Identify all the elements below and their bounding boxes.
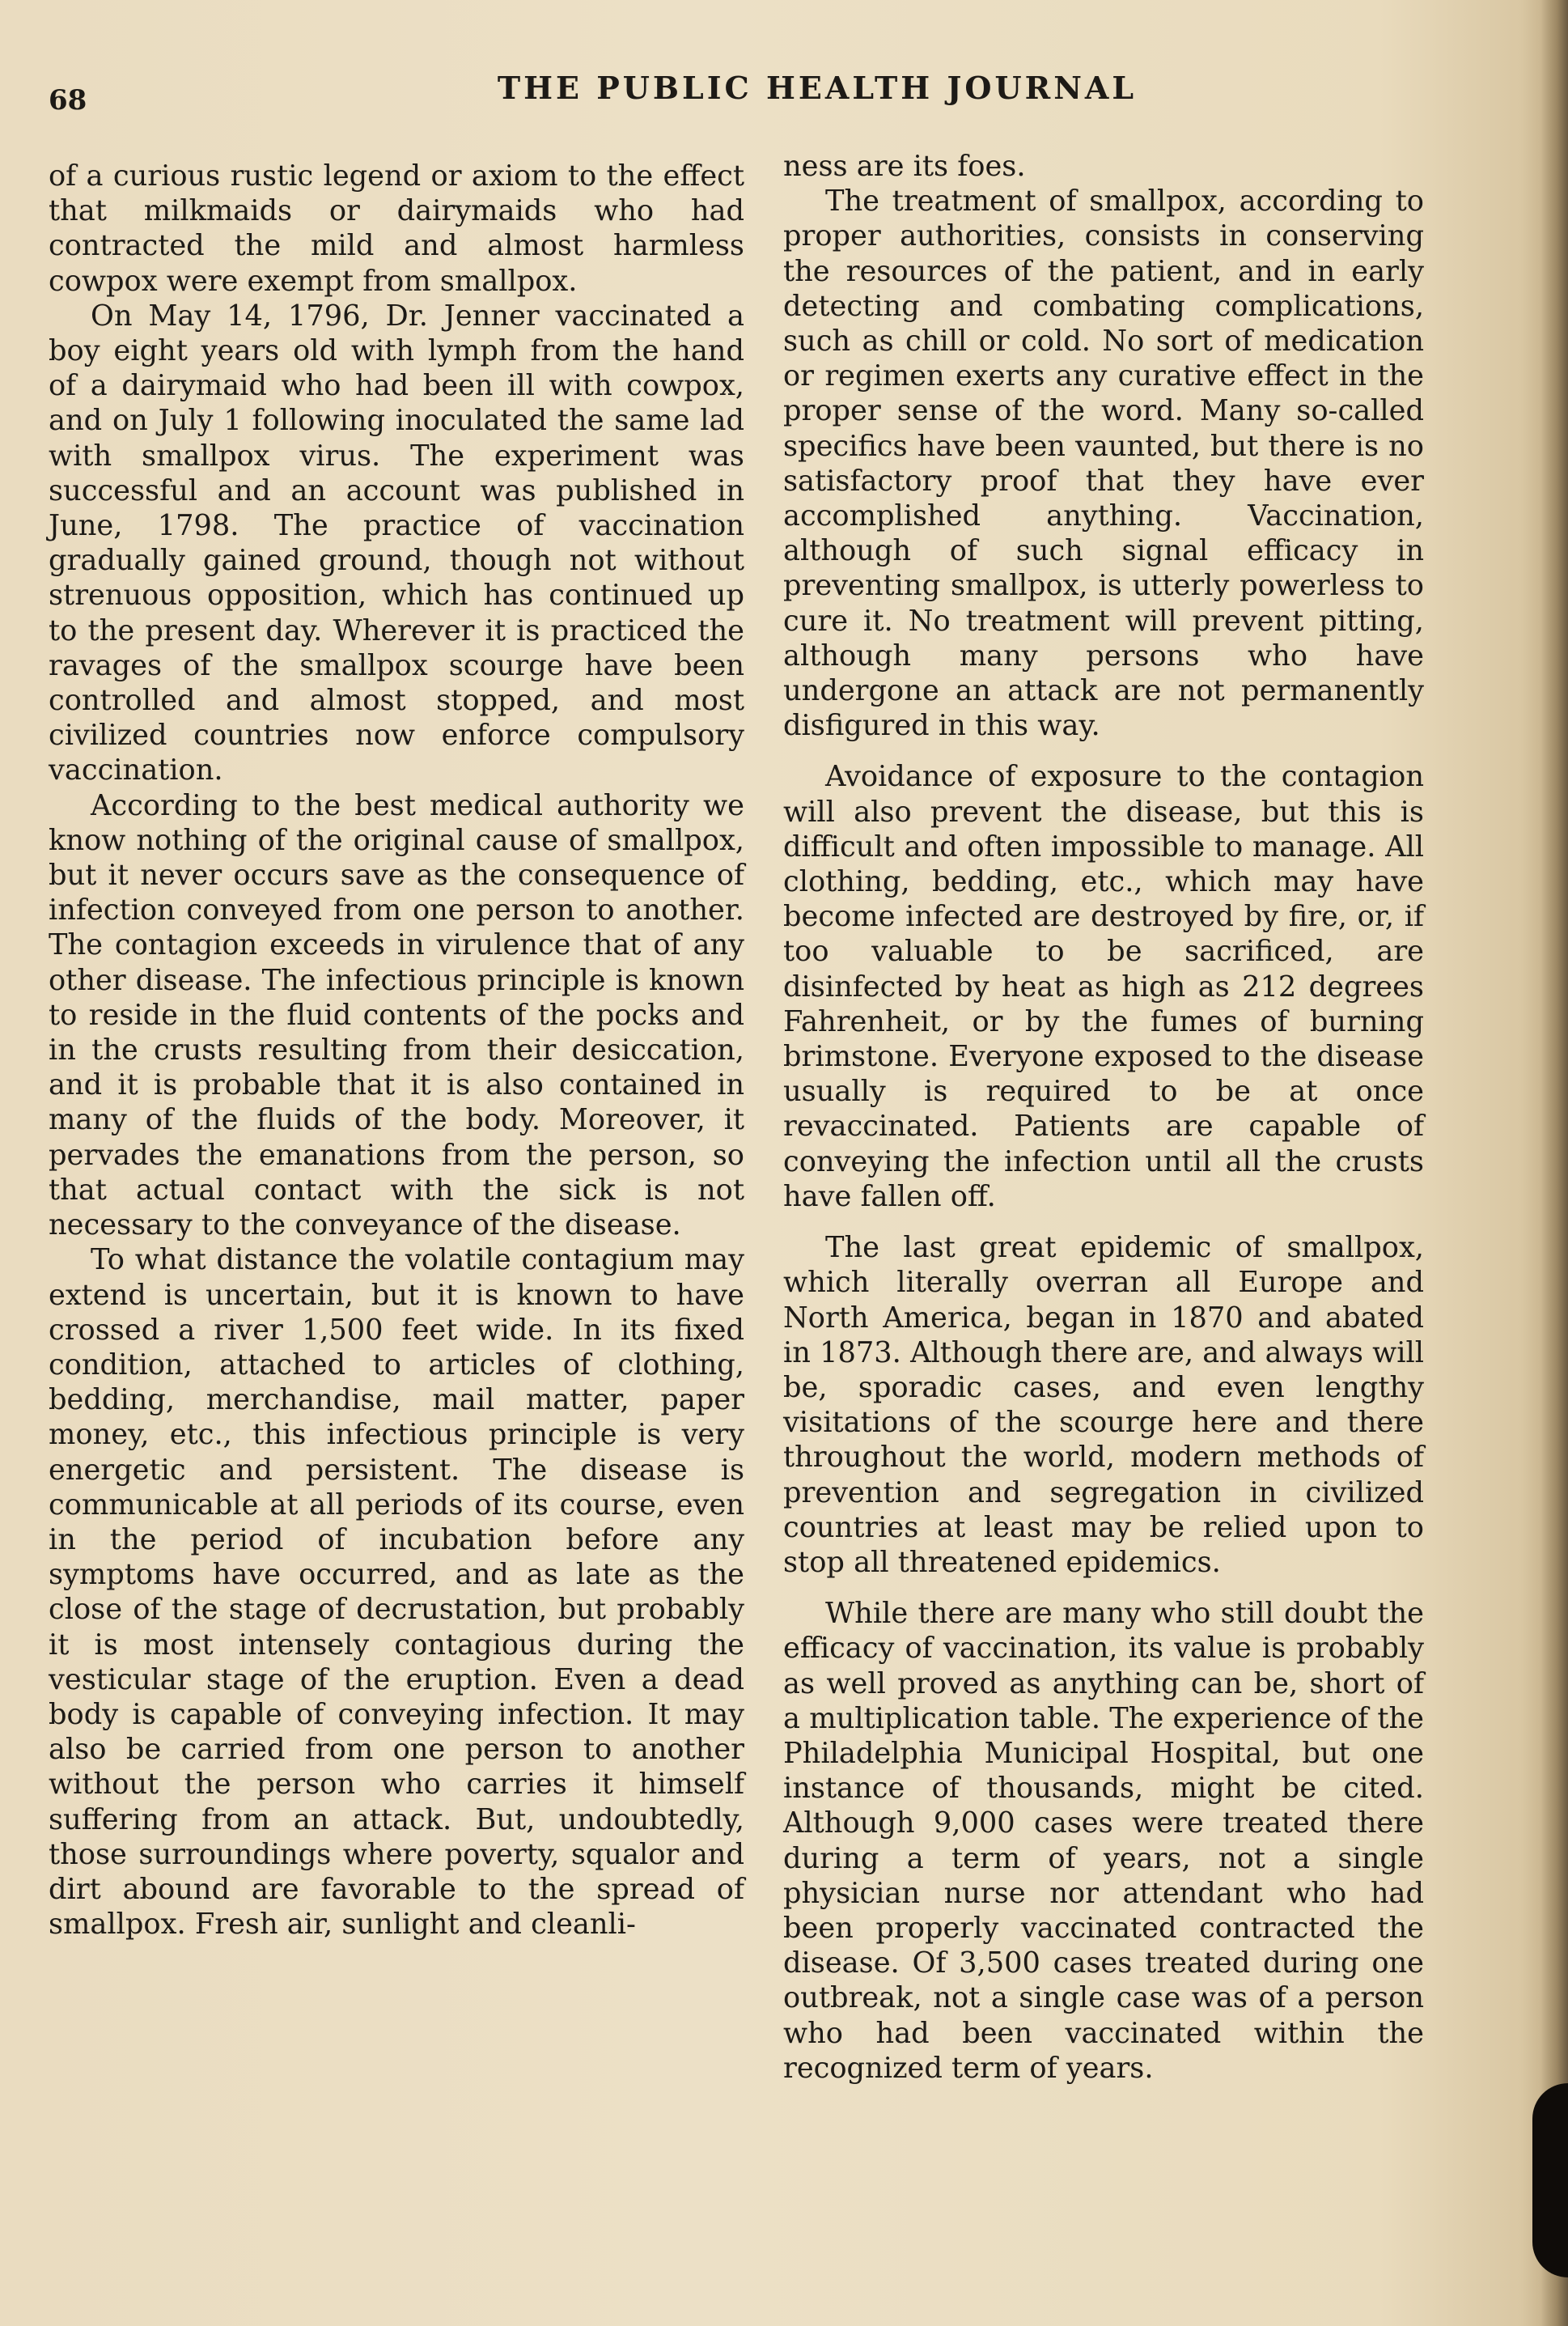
paragraph: The treatment of smallpox, according to proper authorities, consists in conserving the resources of the patient, and in early detecting and combating complications, such as chill or cold. No sort of medication or regimen exerts any curative effect in the proper sense of the word. Many so-called specifics have been vaunted, but there is no satisfactory proof that they have ever accomplished anything. Vaccination, although of such signal efficacy in preventing smallpox, is utterly powerless to cure it. No treatment will prevent pitting, although many persons who have undergone an attack are not permanently disfigured in this way. — [783, 185, 1424, 743]
page-edge-shadow — [1540, 0, 1568, 2326]
paragraph: of a curious rustic legend or axiom to the effect that milkmaids or dairymaids who had contracted the mild and almost harmless cowpox were exempt from smallpox. — [49, 159, 744, 298]
left-column — [49, 159, 744, 1942]
right-column — [783, 149, 1424, 2086]
page-number: 68 — [49, 84, 87, 117]
paragraph: To what distance the volatile contagium may extend is uncertain, but it is known to have crossed a river 1,500 feet wide. In its fixed condition, attached to articles of clothing, bedding, merchandise, mail matter, paper money, etc., this infectious principle is very energetic and persistent. The disease is communicable at all periods of its course, even in the period of incubation before any symptoms have occurred, and as late as the close of the stage of decrustation, but probably it is most intensely contagious during the vesticular stage of the eruption. Even a dead body is capable of conveying infection. It may also be carried from one person to another without the person who carries it himself suffering from an attack. But, undoubtedly, those surroundings where poverty, squalor and dirt abound are favorable to the spread of smallpox. Fresh air, sunlight and cleanli- — [49, 1243, 744, 1942]
binding-shadow — [1532, 2083, 1568, 2277]
running-header — [49, 70, 1440, 118]
paragraph: According to the best medical authority we know nothing of the original cause of smallpox, but it never occurs save as the consequence of infection conveyed from one person to another. The contagion exceeds in virulence that of any other disease. The infectious principle is known to reside in the fluid contents of the pocks and in the crusts resulting from their desiccation, and it is probable that it is also contained in many of the fluids of the body. Moreover, it pervades the emanations from the person, so that actual contact with the sick is not necessary to the conveyance of the disease. — [49, 788, 744, 1242]
paragraph: The last great epidemic of smallpox, which literally overran all Europe and North America, began in 1870 and abated in 1873. Although there are, and always will be, sporadic cases, and even lengthy visitations of the scourge here and there throughout the world, modern methods of prevention and segregation in civilized countries at least may be relied upon to stop all threatened epidemics. — [783, 1231, 1424, 1579]
paragraph: Avoidance of exposure to the contagion will also prevent the disease, but this is difficult and often impossible to manage. All clothing, bedding, etc., which may have become infected are destroyed by fire, or, if too valuable to be sacrificed, are disinfected by heat as high as 212 degrees Fahrenheit, or by the fumes of burning brimstone. Everyone exposed to the disease usually is required to be at once revaccinated. Patients are capable of conveying the infection until all the crusts have fallen off. — [783, 760, 1424, 1213]
paragraph: ness are its foes. — [783, 150, 1026, 183]
journal-title: THE PUBLIC HEALTH JOURNAL — [497, 70, 1138, 106]
paragraph: On May 14, 1796, Dr. Jenner vaccinated a boy eight years old with lymph from the hand of a dairymaid who had been ill with cowpox, and on July 1 following inoculated the same lad with smallpox virus. The experiment was successful and an account was published in June, 1798. The practice of vaccination gradually gained ground, though not without strenuous opposition, which has continued up to the present day. Wherever it is practiced the ravages of the smallpox scourge have been controlled and almost stopped, and most civilized countries now enforce compulsory vaccination. — [49, 299, 744, 787]
paragraph: While there are many who still doubt the efficacy of vaccination, its value is probably as well proved as anything can be, short of a multiplication table. The experience of the Philadelphia Municipal Hospital, but one instance of thousands, might be cited. Although 9,000 cases were treated there during a term of years, not a single physician nurse nor attendant who had been properly vaccinated contracted the disease. Of 3,500 cases treated during one outbreak, not a single case was of a person who had been vaccinated within the recognized term of years. — [783, 1597, 1424, 2085]
